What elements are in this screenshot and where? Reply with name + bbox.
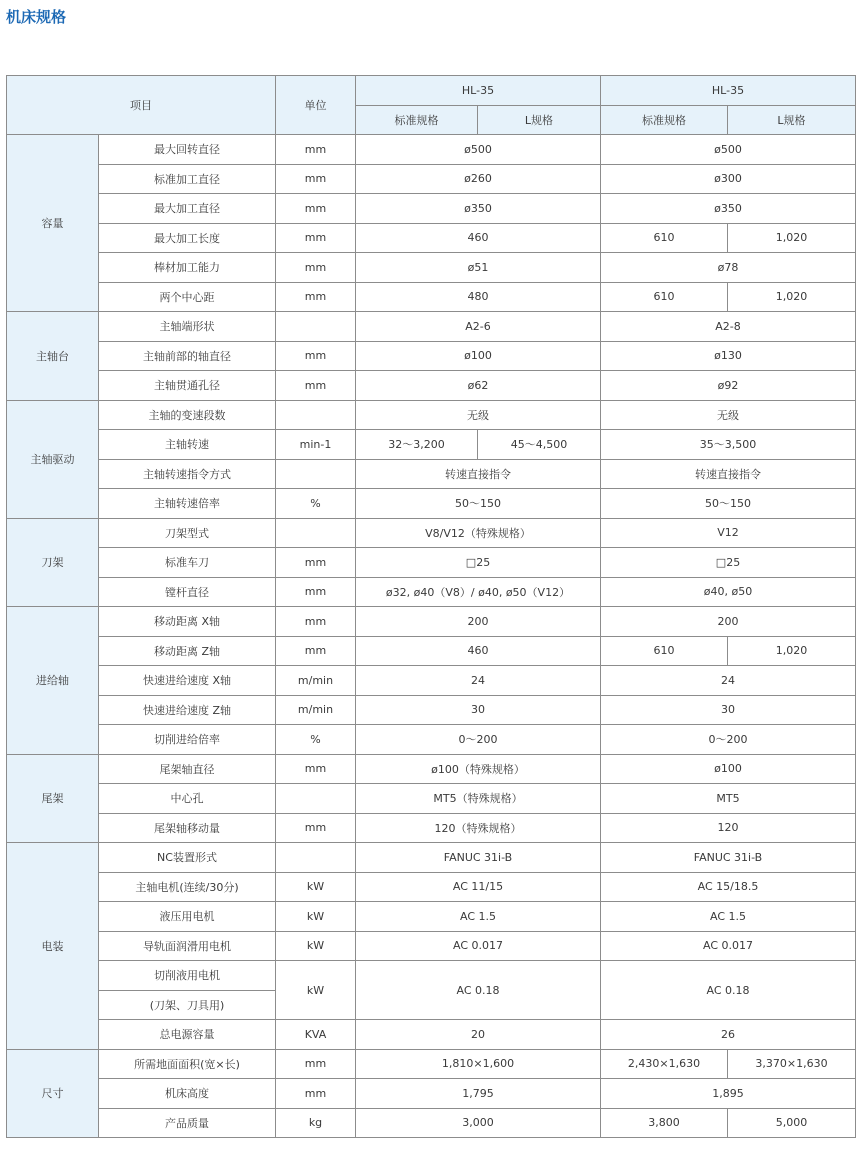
item-cell: 最大加工直径 (99, 194, 276, 224)
table-row (7, 725, 856, 755)
category-cell: 主轴台 (7, 312, 99, 401)
table-row (7, 961, 856, 991)
value-cell-a: 480 (356, 282, 601, 312)
unit-cell (276, 518, 356, 548)
value-cell-b-standard: 610 (601, 223, 728, 253)
table-row (7, 164, 856, 194)
table-row (7, 577, 856, 607)
value-cell-b: ø350 (601, 194, 856, 224)
unit-cell: mm (276, 1079, 356, 1109)
value-cell-b-l-spec: 3,370×1,630 (728, 1049, 856, 1079)
value-cell-b-l-spec: 5,000 (728, 1108, 856, 1138)
unit-cell: min-1 (276, 430, 356, 460)
value-cell-b: 30 (601, 695, 856, 725)
value-cell-b: ø78 (601, 253, 856, 283)
unit-cell: mm (276, 341, 356, 371)
value-cell-a: 120（特殊规格） (356, 813, 601, 843)
item-cell: 两个中心距 (99, 282, 276, 312)
header-model-a: HL-35 (356, 76, 601, 106)
table-row (7, 282, 856, 312)
header-b-standard: 标准规格 (601, 105, 728, 135)
unit-cell: mm (276, 607, 356, 637)
item-cell: 快速进给速度 Z轴 (99, 695, 276, 725)
value-cell-a: 0～200 (356, 725, 601, 755)
item-cell: 产品质量 (99, 1108, 276, 1138)
value-cell-b: 转速直接指令 (601, 459, 856, 489)
value-cell-a: MT5（特殊规格） (356, 784, 601, 814)
value-cell-b-l-spec: 1,020 (728, 223, 856, 253)
value-cell-a: 30 (356, 695, 601, 725)
item-cell: 移动距离 X轴 (99, 607, 276, 637)
value-cell-a: 1,810×1,600 (356, 1049, 601, 1079)
value-cell-a: 200 (356, 607, 601, 637)
item-cell: 主轴转速倍率 (99, 489, 276, 519)
item-cell: 切削液用电机 (99, 961, 276, 991)
value-cell-b-standard: 610 (601, 636, 728, 666)
value-cell-a: ø100（特殊规格） (356, 754, 601, 784)
unit-cell (276, 400, 356, 430)
category-cell: 电装 (7, 843, 99, 1050)
value-cell-b: AC 15/18.5 (601, 872, 856, 902)
item-cell: 主轴前部的轴直径 (99, 341, 276, 371)
unit-cell (276, 784, 356, 814)
unit-cell: kW (276, 961, 356, 1020)
table-row (7, 548, 856, 578)
value-cell-a: ø51 (356, 253, 601, 283)
value-cell-a: 1,795 (356, 1079, 601, 1109)
table-row (7, 430, 856, 460)
header-row (7, 76, 856, 106)
header-b-l-spec: L规格 (728, 105, 856, 135)
item-cell: 主轴转速 (99, 430, 276, 460)
value-cell-b: 无级 (601, 400, 856, 430)
value-cell-a: AC 1.5 (356, 902, 601, 932)
value-cell-a: ø62 (356, 371, 601, 401)
item-cell: 总电源容量 (99, 1020, 276, 1050)
spec-table (6, 75, 856, 1138)
value-cell-a: AC 0.18 (356, 961, 601, 1020)
item-cell: 刀架型式 (99, 518, 276, 548)
unit-cell (276, 312, 356, 342)
table-row (7, 1108, 856, 1138)
value-cell-a-standard: 32～3,200 (356, 430, 478, 460)
value-cell-a: V8/V12（特殊规格） (356, 518, 601, 548)
unit-cell: KVA (276, 1020, 356, 1050)
spec-body (7, 135, 856, 1138)
value-cell-a: 460 (356, 636, 601, 666)
value-cell-a: A2-6 (356, 312, 601, 342)
table-row (7, 1020, 856, 1050)
value-cell-b: MT5 (601, 784, 856, 814)
unit-cell: mm (276, 1049, 356, 1079)
unit-cell (276, 459, 356, 489)
header-unit: 单位 (276, 76, 356, 135)
item-cell: 切削进给倍率 (99, 725, 276, 755)
table-row (7, 223, 856, 253)
category-cell: 容量 (7, 135, 99, 312)
table-row (7, 607, 856, 637)
item-cell: 镗杆直径 (99, 577, 276, 607)
table-row (7, 843, 856, 873)
item-cell: 尾架轴移动量 (99, 813, 276, 843)
item-cell: 导轨面润滑用电机 (99, 931, 276, 961)
table-row (7, 518, 856, 548)
value-cell-a: ø500 (356, 135, 601, 165)
table-row (7, 931, 856, 961)
value-cell-b: 200 (601, 607, 856, 637)
table-row (7, 459, 856, 489)
unit-cell: kW (276, 872, 356, 902)
header-a-l-spec: L规格 (478, 105, 601, 135)
value-cell-a: 3,000 (356, 1108, 601, 1138)
value-cell-b: 50～150 (601, 489, 856, 519)
table-row (7, 400, 856, 430)
value-cell-b: ø100 (601, 754, 856, 784)
item-cell: 液压用电机 (99, 902, 276, 932)
unit-cell: mm (276, 282, 356, 312)
value-cell-a-l-spec: 45～4,500 (478, 430, 601, 460)
table-row (7, 813, 856, 843)
table-row (7, 1079, 856, 1109)
item-cell: 棒材加工能力 (99, 253, 276, 283)
value-cell-b-standard: 3,800 (601, 1108, 728, 1138)
value-cell-a: 24 (356, 666, 601, 696)
value-cell-a: 460 (356, 223, 601, 253)
value-cell-b: FANUC 31i-B (601, 843, 856, 873)
unit-cell: mm (276, 548, 356, 578)
table-row (7, 135, 856, 165)
value-cell-a: ø260 (356, 164, 601, 194)
value-cell-a: 20 (356, 1020, 601, 1050)
item-cell-continued: (刀架、刀具用) (99, 990, 276, 1020)
value-cell-b: ø40, ø50 (601, 577, 856, 607)
value-cell-b: ø130 (601, 341, 856, 371)
table-row (7, 872, 856, 902)
table-row (7, 754, 856, 784)
unit-cell: mm (276, 253, 356, 283)
table-row (7, 1049, 856, 1079)
value-cell-b-standard: 2,430×1,630 (601, 1049, 728, 1079)
unit-cell: kg (276, 1108, 356, 1138)
unit-cell: m/min (276, 666, 356, 696)
category-cell: 尾架 (7, 754, 99, 843)
item-cell: NC装置形式 (99, 843, 276, 873)
category-cell: 进给轴 (7, 607, 99, 755)
item-cell: 尾架轴直径 (99, 754, 276, 784)
table-row (7, 253, 856, 283)
item-cell: 中心孔 (99, 784, 276, 814)
value-cell-b: V12 (601, 518, 856, 548)
item-cell: 主轴转速指令方式 (99, 459, 276, 489)
value-cell-b: 0～200 (601, 725, 856, 755)
value-cell-b: 35～3,500 (601, 430, 856, 460)
item-cell: 主轴的变速段数 (99, 400, 276, 430)
item-cell: 快速进给速度 X轴 (99, 666, 276, 696)
item-cell: 移动距离 Z轴 (99, 636, 276, 666)
unit-cell: mm (276, 223, 356, 253)
value-cell-a: □25 (356, 548, 601, 578)
table-row (7, 784, 856, 814)
table-row (7, 371, 856, 401)
unit-cell: % (276, 489, 356, 519)
table-row (7, 312, 856, 342)
value-cell-b: 26 (601, 1020, 856, 1050)
item-cell: 主轴贯通孔径 (99, 371, 276, 401)
category-cell: 刀架 (7, 518, 99, 607)
value-cell-b-l-spec: 1,020 (728, 636, 856, 666)
page-title: 机床规格 (6, 8, 67, 26)
item-cell: 主轴电机(连续/30分) (99, 872, 276, 902)
value-cell-a: AC 11/15 (356, 872, 601, 902)
table-row (7, 341, 856, 371)
item-cell: 最大回转直径 (99, 135, 276, 165)
unit-cell: mm (276, 135, 356, 165)
value-cell-a: 50～150 (356, 489, 601, 519)
item-cell: 标准车刀 (99, 548, 276, 578)
value-cell-b: ø300 (601, 164, 856, 194)
unit-cell: mm (276, 164, 356, 194)
value-cell-b: AC 0.017 (601, 931, 856, 961)
value-cell-a: FANUC 31i-B (356, 843, 601, 873)
value-cell-a: ø350 (356, 194, 601, 224)
table-row (7, 489, 856, 519)
value-cell-b: AC 0.18 (601, 961, 856, 1020)
item-cell: 所需地面面积(宽×长) (99, 1049, 276, 1079)
value-cell-b: 120 (601, 813, 856, 843)
unit-cell: m/min (276, 695, 356, 725)
category-cell: 尺寸 (7, 1049, 99, 1138)
value-cell-b: ø500 (601, 135, 856, 165)
value-cell-b: ø92 (601, 371, 856, 401)
value-cell-b: AC 1.5 (601, 902, 856, 932)
table-row (7, 902, 856, 932)
header-a-standard: 标准规格 (356, 105, 478, 135)
value-cell-a: 转速直接指令 (356, 459, 601, 489)
table-row (7, 666, 856, 696)
value-cell-b: A2-8 (601, 312, 856, 342)
value-cell-b: □25 (601, 548, 856, 578)
value-cell-a: ø100 (356, 341, 601, 371)
unit-cell: mm (276, 636, 356, 666)
unit-cell: mm (276, 577, 356, 607)
table-row (7, 194, 856, 224)
value-cell-a: ø32, ø40（V8）/ ø40, ø50（V12） (356, 577, 601, 607)
unit-cell: kW (276, 902, 356, 932)
value-cell-b-standard: 610 (601, 282, 728, 312)
header-item: 项目 (7, 76, 276, 135)
item-cell: 机床高度 (99, 1079, 276, 1109)
unit-cell: mm (276, 754, 356, 784)
unit-cell: mm (276, 371, 356, 401)
unit-cell: % (276, 725, 356, 755)
unit-cell: mm (276, 813, 356, 843)
table-row (7, 695, 856, 725)
table-row (7, 636, 856, 666)
value-cell-b: 24 (601, 666, 856, 696)
value-cell-b: 1,895 (601, 1079, 856, 1109)
item-cell: 标准加工直径 (99, 164, 276, 194)
unit-cell: kW (276, 931, 356, 961)
value-cell-a: 无级 (356, 400, 601, 430)
unit-cell: mm (276, 194, 356, 224)
value-cell-a: AC 0.017 (356, 931, 601, 961)
unit-cell (276, 843, 356, 873)
item-cell: 最大加工长度 (99, 223, 276, 253)
item-cell: 主轴端形状 (99, 312, 276, 342)
category-cell: 主轴驱动 (7, 400, 99, 518)
header-model-b: HL-35 (601, 76, 856, 106)
value-cell-b-l-spec: 1,020 (728, 282, 856, 312)
